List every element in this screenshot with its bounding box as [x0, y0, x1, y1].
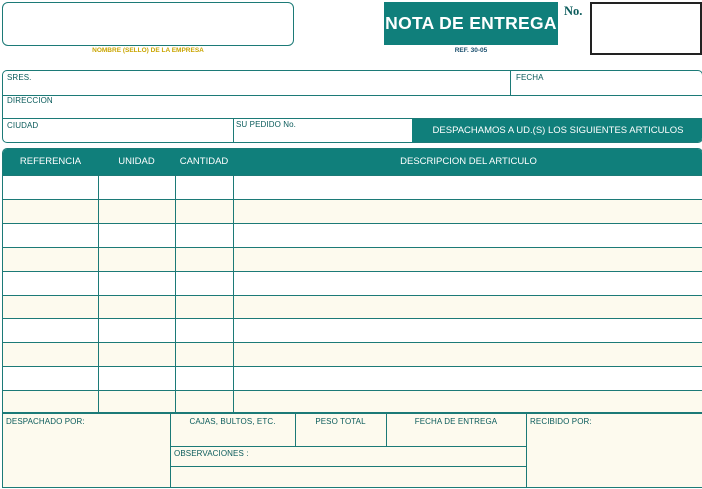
recibido-por-field[interactable] [527, 414, 702, 487]
footer-section [2, 413, 702, 488]
direccion-label: DIRECCION [7, 96, 53, 105]
document-title: NOTA DE ENTREGA [384, 2, 558, 45]
su-pedido-field[interactable] [234, 119, 412, 143]
observaciones-field[interactable] [171, 447, 526, 466]
company-stamp-label: NOMBRE (SELLO) DE LA EMPRESA [92, 47, 204, 54]
column-header-referencia: REFERENCIA [19, 156, 82, 167]
observaciones-label: OBSERVACIONES : [174, 449, 249, 458]
fecha-label: FECHA [516, 73, 544, 82]
customer-info-section [2, 70, 702, 143]
despachamos-banner: DESPACHAMOS A UD.(S) LOS SIGUIENTES ARTICULOS [412, 119, 702, 143]
peso-total-field[interactable] [296, 414, 386, 446]
table-row[interactable] [3, 366, 702, 390]
ciudad-label: CIUDAD [7, 121, 39, 130]
direccion-field[interactable] [3, 96, 702, 118]
form-reference: REF. 30-05 [454, 47, 488, 54]
table-row[interactable] [3, 223, 702, 247]
table-row[interactable] [3, 390, 702, 413]
column-header-unidad: UNIDAD [118, 156, 155, 167]
number-label: No. [564, 4, 583, 18]
fecha-entrega-field[interactable] [387, 414, 526, 446]
fecha-entrega-label: FECHA DE ENTREGA [414, 417, 498, 426]
table-row[interactable] [3, 247, 702, 271]
items-table [2, 148, 702, 413]
observaciones-line-2[interactable] [171, 467, 526, 487]
cajas-field[interactable] [171, 414, 295, 446]
column-header-descripcion: DESCRIPCION DEL ARTICULO [400, 156, 537, 167]
table-row[interactable] [3, 175, 702, 199]
despachado-por-field[interactable] [3, 414, 170, 487]
column-header-cantidad: CANTIDAD [179, 156, 229, 167]
number-field[interactable] [590, 2, 702, 55]
ciudad-field[interactable] [3, 119, 233, 143]
recibido-por-label: RECIBIDO POR: [530, 417, 592, 426]
sres-field[interactable] [3, 71, 510, 95]
peso-total-label: PESO TOTAL [315, 417, 366, 426]
cajas-label: CAJAS, BULTOS, ETC. [189, 417, 276, 426]
table-row[interactable] [3, 199, 702, 223]
table-row[interactable] [3, 342, 702, 366]
su-pedido-label: SU PEDIDO No. [236, 120, 296, 129]
table-row[interactable] [3, 271, 702, 295]
fecha-field[interactable] [511, 71, 702, 95]
table-header [3, 149, 702, 175]
sres-label: SRES. [7, 73, 32, 82]
despachado-por-label: DESPACHADO POR: [6, 417, 85, 426]
table-row[interactable] [3, 318, 702, 342]
company-stamp-box[interactable] [2, 2, 294, 46]
table-row[interactable] [3, 295, 702, 319]
